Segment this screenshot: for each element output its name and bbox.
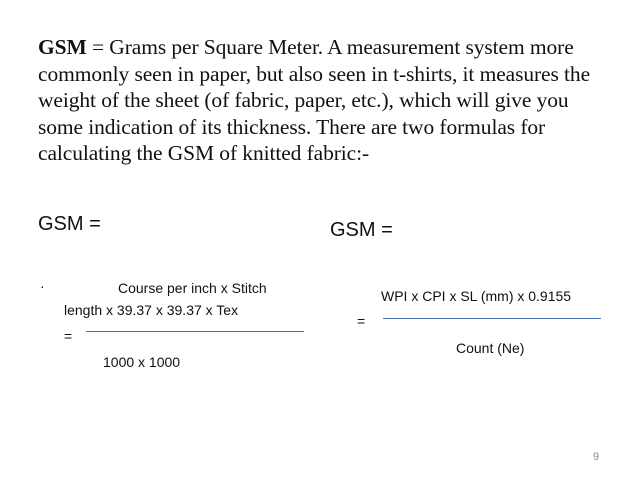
formula-left-numerator-line1: Course per inch x Stitch: [118, 280, 267, 296]
formula-right-fraction-bar: [383, 318, 601, 319]
formula-left-numerator-line2: length x 39.37 x 39.37 x Tex: [64, 302, 239, 318]
intro-text: = Grams per Square Meter. A measurement system more commonly seen in paper, but also seen in t-shirts, it measures the weight of the sheet (of fabric, paper, etc.), which will give you some indication of its thickness. There are two formulas for calculating the GSM of knitted fabric:-: [38, 35, 591, 165]
intro-paragraph: [38, 34, 608, 167]
formula-right-denominator: Count (Ne): [456, 340, 525, 356]
formula-right-heading: GSM =: [330, 219, 393, 241]
formula-right-numerator: WPI x CPI x SL (mm) x 0.9155: [381, 288, 572, 304]
formula-left-fraction-bar: [86, 331, 304, 332]
formula-left-bullet: ·: [40, 278, 45, 294]
gsm-term: GSM: [38, 35, 87, 59]
formula-left-equals: =: [64, 328, 73, 344]
formula-left-heading: GSM =: [38, 213, 101, 235]
formula-right-equals: =: [357, 313, 366, 329]
formula-left-denominator: 1000 x 1000: [103, 354, 181, 370]
page-number: 9: [593, 451, 600, 463]
